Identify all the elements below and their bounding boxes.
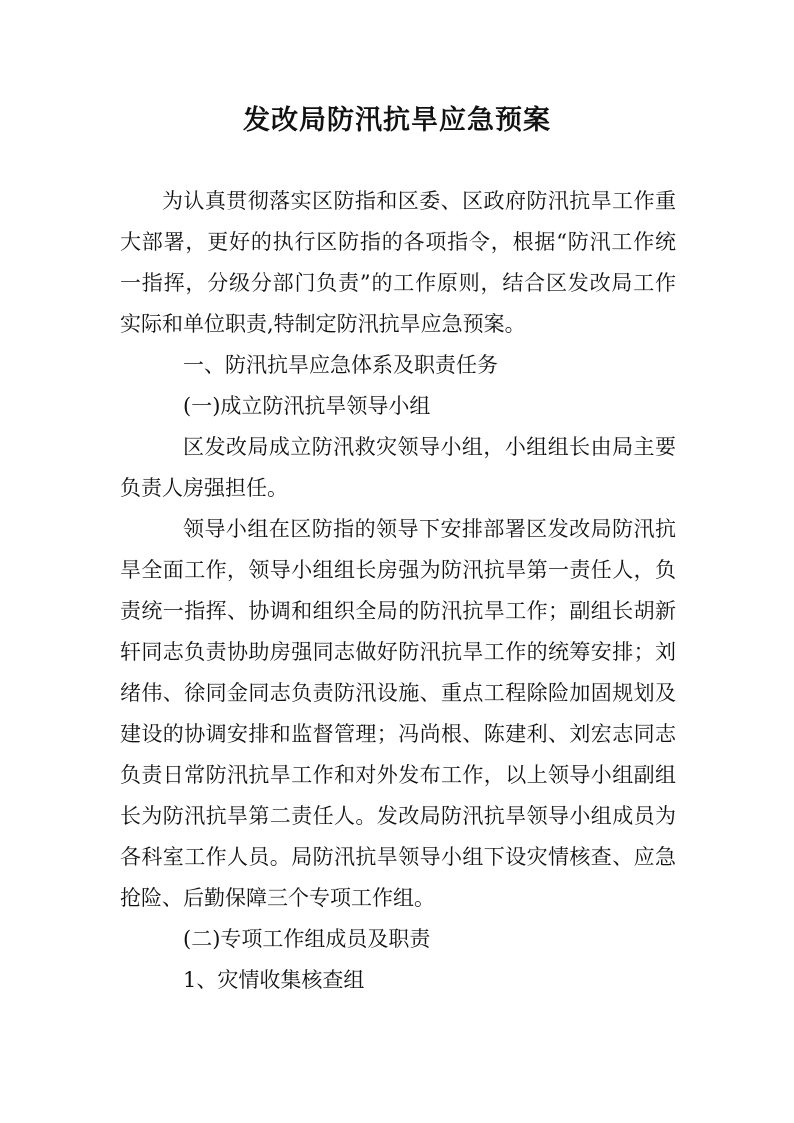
leadership-group-paragraph: 区发改局成立防汛救灾领导小组，小组组长由局主要负责人房强担任。: [120, 435, 676, 500]
leadership-duties-paragraph: 领导小组在区防指的领导下安排部署区发改局防汛抗旱全面工作，领导小组组长房强为防汛抗旱第一责任人，负责统一指挥、协调和组织全局的防汛抗旱工作；副组长胡新轩同志负责协助房强同志做好防汛抗旱工作的统筹安排；刘绪伟、徐同金同志负责防汛设施、重点工程除险加固规划及建设的协调安排和监督管理；冯尚根、陈建利、刘宏志同志负责日常防汛抗旱工作和对外发布工作，以上领导小组副组长为防汛抗旱第二责任人。发改局防汛抗旱领导小组成员为各科室工作人员。局防汛抗旱领导小组下设灾情核查、应急抢险、后勤保障三个专项工作组。: [120, 517, 676, 910]
document-title: 发改局防汛抗旱应急预案: [243, 105, 551, 136]
subsection-heading-2: (二)专项工作组成员及职责: [183, 927, 431, 951]
intro-paragraph: 为认真贯彻落实区防指和区委、区政府防汛抗旱工作重大部署，更好的执行区防指的各项指令，根据“防汛工作统一指挥，分级分部门负责”的工作原则，结合区发改局工作实际和单位职责,特制定防汛抗旱应急预案。: [120, 189, 676, 336]
subsection-heading-1: (一)成立防汛抗旱领导小组: [183, 394, 431, 418]
section-heading-1: 一、防汛抗旱应急体系及职责任务: [183, 353, 498, 377]
document-body: [120, 181, 676, 1001]
item-heading-1: 1、灾情收集核查组: [183, 968, 365, 992]
